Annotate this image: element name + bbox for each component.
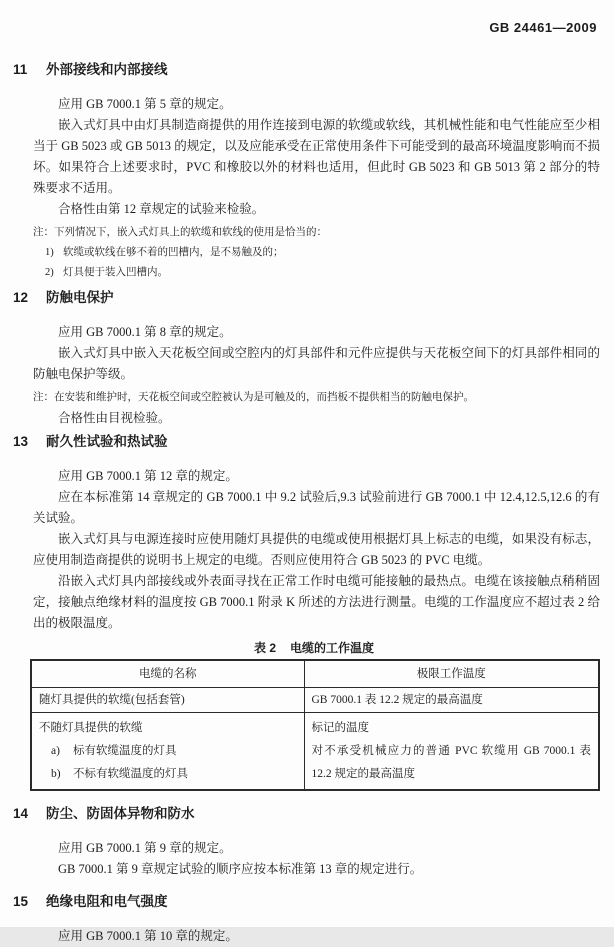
paragraph: 沿嵌入式灯具内部接线或外表面寻找在正常工作时电缆可能接触的最热点。电缆在该接触点稍稍固定，接触点绝缘材料的温度按 GB 7000.1 附录 K 所述的方法进行测量。电缆的工作温度应不超过表 2 给出的极限温度。	[33, 574, 600, 630]
table-caption-title: 电缆的工作温度	[290, 641, 375, 655]
table-cell	[304, 713, 599, 791]
section-12-heading	[13, 290, 600, 306]
table-row	[31, 713, 599, 791]
paragraph: 应用 GB 7000.1 第 8 章的规定。	[58, 325, 232, 339]
section-13-heading	[13, 434, 600, 450]
paragraph: 应用 GB 7000.1 第 10 章的规定。	[58, 929, 238, 943]
sub-item-text: 不标有软缆温度的灯具	[73, 768, 188, 780]
section-15-heading	[13, 894, 600, 910]
cell-line: 不随灯具提供的软缆	[39, 722, 143, 734]
list-item-number: 2)	[45, 267, 54, 278]
note-text: 注：在安装和维护时，天花板空间或空腔被认为是可触及的，而挡板不提供相当的防触电保护。	[33, 392, 474, 403]
table-cell: 随灯具提供的软缆(包括套管)	[31, 688, 304, 713]
paragraph: 嵌入式灯具中嵌入天花板空间或空腔内的灯具部件和元件应提供与天花板空间下的灯具部件相同的防触电保护等级。	[33, 346, 600, 381]
table-caption	[30, 641, 598, 655]
list-item-text: 软缆或软线在够不着的凹槽内，是不易触及的；	[63, 247, 284, 258]
paragraph: 合格性由目视检验。	[58, 411, 171, 425]
cable-temperature-table	[30, 659, 600, 791]
paragraph: 嵌入式灯具与电源连接时应使用随灯具提供的电缆或使用根据灯具上标志的电缆，如果没有标志，应使用制造商提供的说明书上规定的电缆。否则应使用符合 GB 5023 的 PVC 电缆。	[33, 532, 600, 567]
section-number: 11	[13, 62, 28, 77]
table-header-row	[31, 660, 599, 688]
paragraph: 合格性由第 12 章规定的试验来检验。	[58, 202, 265, 216]
section-11-heading	[13, 62, 600, 78]
sub-item-text: 标有软缆温度的灯具	[73, 745, 177, 757]
paragraph: 应用 GB 7000.1 第 12 章的规定。	[58, 469, 238, 483]
paragraph: GB 7000.1 第 9 章规定试验的顺序应按本标准第 13 章的规定进行。	[58, 862, 423, 876]
cell-sub-item	[39, 763, 297, 786]
standard-number-header: GB 24461—2009	[489, 20, 597, 35]
paragraph: 应用 GB 7000.1 第 5 章的规定。	[58, 97, 232, 111]
cell-paragraph: 对不承受机械应力的普通 PVC 软缆用 GB 7000.1 表 12.2 规定的最高温度	[311, 745, 591, 780]
table-cell	[31, 713, 304, 791]
paragraph: 应用 GB 7000.1 第 9 章的规定。	[58, 841, 232, 855]
table-cell: GB 7000.1 表 12.2 规定的最高温度	[304, 688, 599, 713]
list-item-number: 1)	[45, 247, 54, 258]
section-number: 12	[13, 290, 29, 305]
cell-sub-item	[39, 740, 297, 763]
section-title: 绝缘电阻和电气强度	[46, 894, 168, 909]
column-header-cable-name: 电缆的名称	[31, 660, 304, 688]
section-number: 14	[13, 806, 29, 821]
list-item	[45, 263, 600, 283]
section-14-heading	[13, 806, 600, 822]
section-number: 15	[13, 894, 29, 909]
note-text: 注：下列情况下，嵌入式灯具上的软缆和软线的使用是恰当的：	[33, 227, 327, 238]
sub-item-label: a)	[51, 745, 60, 757]
paragraph: 应在本标准第 14 章规定的 GB 7000.1 中 9.2 试验后,9.3 试验前进行 GB 7000.1 中 12.4,12.5,12.6 的有关试验。	[33, 490, 600, 525]
section-title: 防触电保护	[46, 290, 114, 305]
cell-line: 标记的温度	[311, 722, 369, 734]
sub-item-label: b)	[51, 768, 61, 780]
table-caption-label: 表 2	[253, 641, 276, 655]
section-title: 外部接线和内部接线	[46, 62, 168, 77]
section-number: 13	[13, 434, 29, 449]
list-item-text: 灯具便于装入凹槽内。	[63, 267, 168, 278]
list-item	[45, 243, 600, 263]
paragraph: 嵌入式灯具中由灯具制造商提供的用作连接到电源的软缆或软线，其机械性能和电气性能应至少相当于 GB 5023 或 GB 5013 的规定，以及应能承受在正常使用条件下可能受到的最高环境温度影响而不损坏。如果符合上述要求时，PVC 和橡胶以外的材料也适用，但此时 GB 5023 和 GB 5013 第 2 部分的特殊要求不适用。	[33, 118, 600, 195]
table-row	[31, 688, 599, 713]
section-title: 防尘、防固体异物和防水	[46, 806, 195, 821]
section-title: 耐久性试验和热试验	[46, 434, 168, 449]
column-header-limit-temperature: 极限工作温度	[304, 660, 599, 688]
